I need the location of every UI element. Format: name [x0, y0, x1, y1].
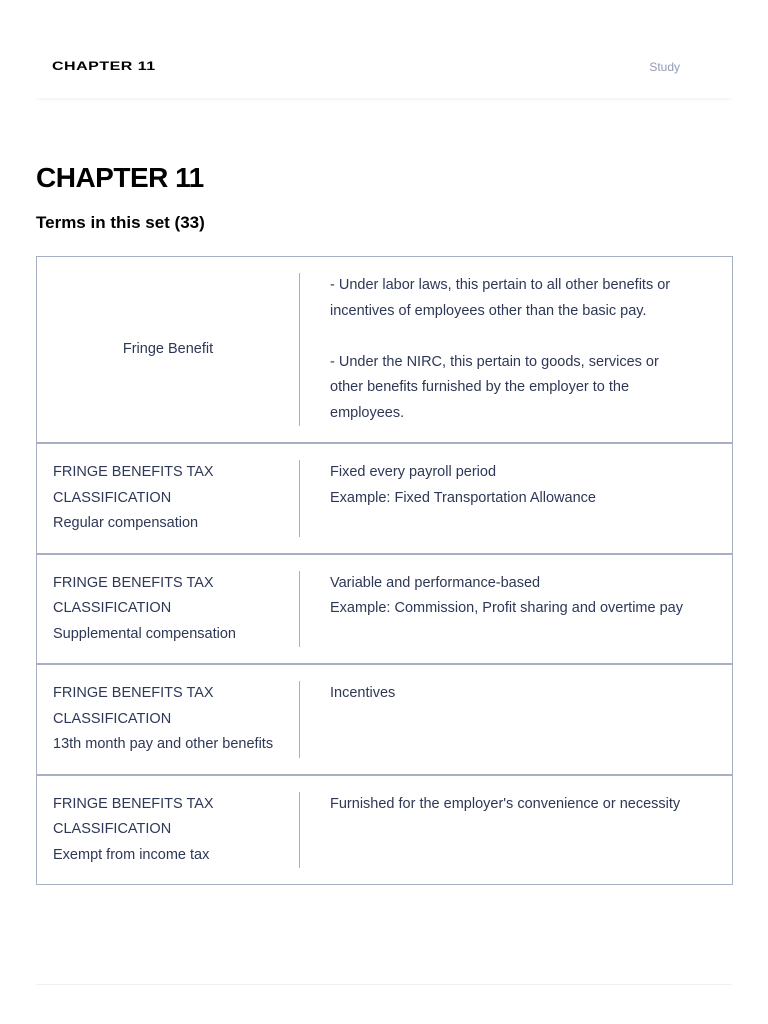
page-title: CHAPTER 11	[36, 162, 204, 193]
study-link[interactable]: Study	[649, 60, 680, 74]
term-definition: Variable and performance-based Example: Commission, Profit sharing and overtime pay	[330, 574, 683, 616]
term-row	[37, 663, 732, 774]
term-word: FRINGE BENEFITS TAX CLASSIFICATION 13th month pay and other benefits	[37, 681, 300, 758]
terms-table	[36, 256, 733, 885]
term-row	[37, 774, 732, 885]
term-row	[37, 442, 732, 553]
top-header	[36, 36, 732, 98]
header-title: CHAPTER 11	[52, 60, 156, 73]
term-word: Fringe Benefit	[37, 273, 300, 426]
term-word: FRINGE BENEFITS TAX CLASSIFICATION Supplemental compensation	[37, 571, 300, 648]
terms-count-heading: Terms in this set (33)	[36, 213, 205, 232]
term-word: FRINGE BENEFITS TAX CLASSIFICATION Regular compensation	[37, 460, 300, 537]
term-row	[37, 257, 732, 442]
term-definition: Furnished for the employer's convenience or necessity	[330, 795, 681, 812]
term-row	[37, 553, 732, 664]
term-word: FRINGE BENEFITS TAX CLASSIFICATION Exempt from income tax	[37, 792, 300, 869]
term-definition: Fixed every payroll period Example: Fixed Transportation Allowance	[330, 464, 596, 506]
footer-divider	[36, 984, 732, 985]
term-definition: - Under labor laws, this pertain to all other benefits or incentives of employees other than the basic pay. - Under the NIRC, this pertain to goods, services or other benefits furnished by the employer to the employees.	[330, 277, 671, 421]
term-definition: Incentives	[330, 685, 396, 701]
